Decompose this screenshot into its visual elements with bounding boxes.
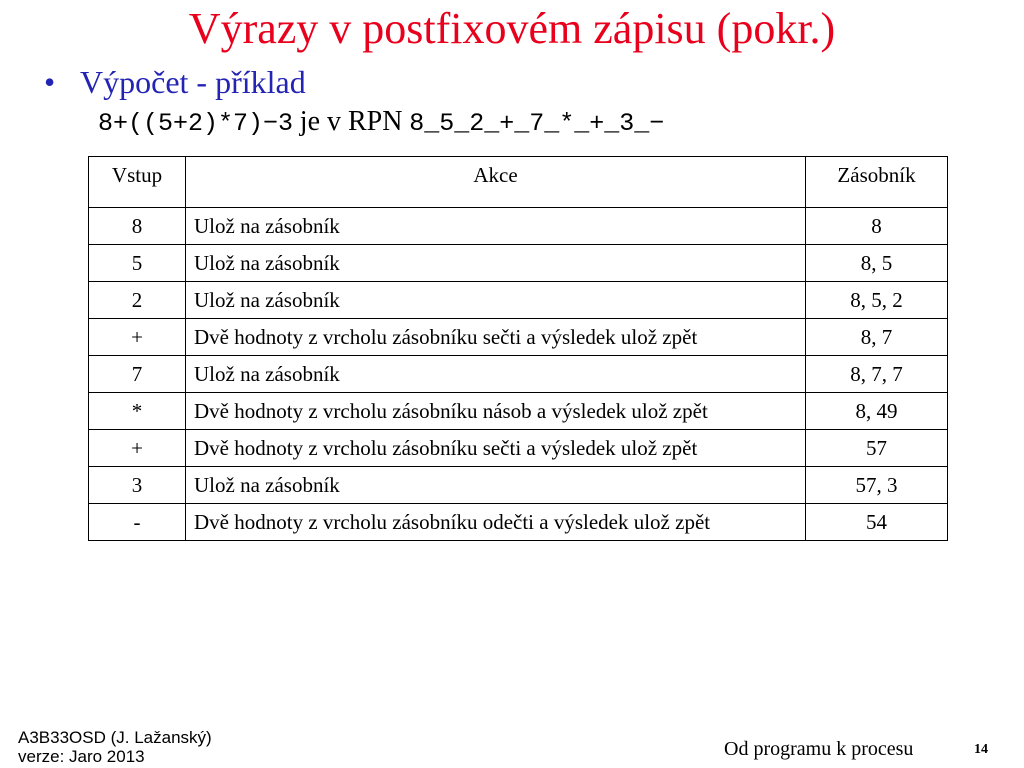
cell-action: Dvě hodnoty z vrcholu zásobníku sečti a výsledek ulož zpět xyxy=(186,430,806,467)
bullet-item xyxy=(44,64,306,100)
bullet-icon: • xyxy=(44,64,56,100)
cell-action: Dvě hodnoty z vrcholu zásobníku odečti a výsledek ulož zpět xyxy=(186,504,806,541)
table-row xyxy=(89,245,948,282)
cell-stack: 8, 5, 2 xyxy=(806,282,948,319)
expression-connector: je v RPN xyxy=(299,106,403,137)
cell-stack: 54 xyxy=(806,504,948,541)
table-row xyxy=(89,208,948,245)
cell-stack: 8, 7 xyxy=(806,319,948,356)
cell-action: Ulož na zásobník xyxy=(186,282,806,319)
table-header-row xyxy=(89,157,948,208)
cell-stack: 8, 7, 7 xyxy=(806,356,948,393)
rpn-expression: 8_5_2_+_7_*_+_3_− xyxy=(409,109,665,138)
footer-course: A3B33OSD (J. Lažanský) xyxy=(18,728,212,747)
cell-stack: 8 xyxy=(806,208,948,245)
cell-action: Ulož na zásobník xyxy=(186,467,806,504)
header-action: Akce xyxy=(186,157,806,208)
cell-input: 7 xyxy=(89,356,186,393)
cell-input: * xyxy=(89,393,186,430)
cell-stack: 57 xyxy=(806,430,948,467)
cell-input: - xyxy=(89,504,186,541)
bullet-text: Výpočet - příklad xyxy=(80,64,306,100)
footer-version: verze: Jaro 2013 xyxy=(18,747,145,766)
cell-input: 3 xyxy=(89,467,186,504)
table-row xyxy=(89,430,948,467)
cell-input: 2 xyxy=(89,282,186,319)
infix-expression: 8+((5+2)*7)−3 xyxy=(98,109,294,138)
table-row xyxy=(89,504,948,541)
table-row xyxy=(89,467,948,504)
table-row xyxy=(89,356,948,393)
cell-input: + xyxy=(89,430,186,467)
cell-input: 8 xyxy=(89,208,186,245)
evaluation-table xyxy=(88,156,948,541)
page-number: 14 xyxy=(974,742,988,757)
cell-action: Ulož na zásobník xyxy=(186,356,806,393)
table-row xyxy=(89,282,948,319)
header-stack: Zásobník xyxy=(806,157,948,208)
expression-line xyxy=(98,104,664,141)
table-row xyxy=(89,393,948,430)
cell-stack: 8, 5 xyxy=(806,245,948,282)
header-input: Vstup xyxy=(89,157,186,208)
cell-stack: 8, 49 xyxy=(806,393,948,430)
slide-title: Výrazy v postfixovém zápisu (pokr.) xyxy=(188,4,836,53)
cell-stack: 57, 3 xyxy=(806,467,948,504)
table-row xyxy=(89,319,948,356)
footer-course-info xyxy=(18,728,212,766)
cell-action: Dvě hodnoty z vrcholu zásobníku násob a výsledek ulož zpět xyxy=(186,393,806,430)
footer-section: Od programu k procesu xyxy=(724,738,914,760)
cell-action: Dvě hodnoty z vrcholu zásobníku sečti a výsledek ulož zpět xyxy=(186,319,806,356)
cell-input: 5 xyxy=(89,245,186,282)
cell-action: Ulož na zásobník xyxy=(186,208,806,245)
cell-action: Ulož na zásobník xyxy=(186,245,806,282)
cell-input: + xyxy=(89,319,186,356)
